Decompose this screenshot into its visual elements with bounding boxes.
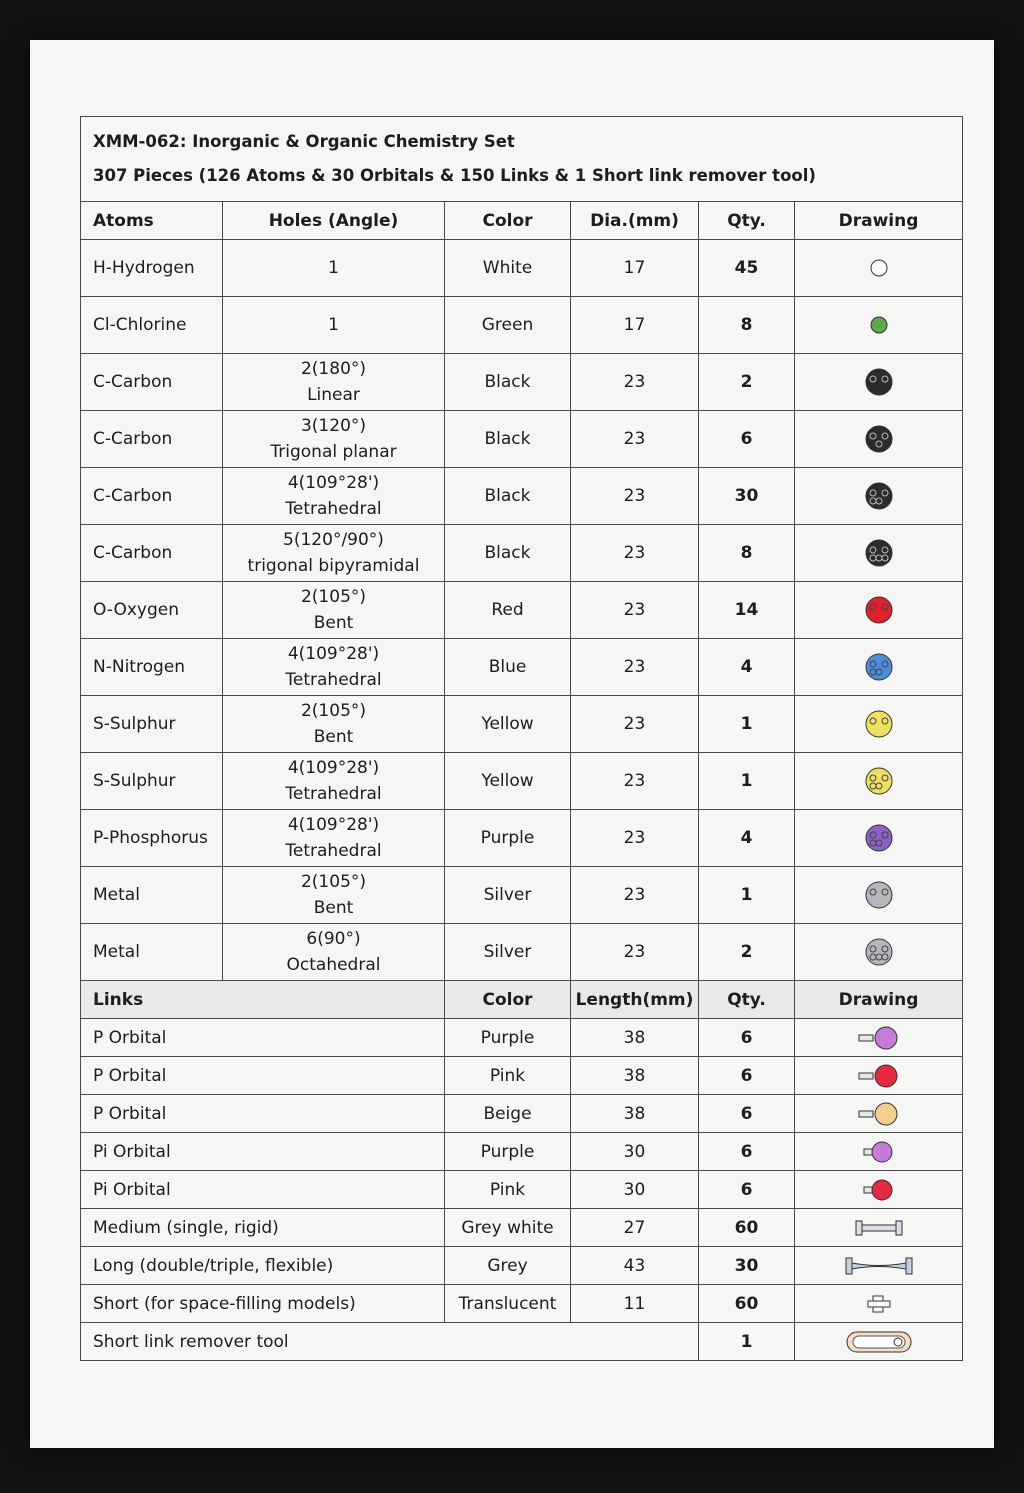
atom-holes-cell [223,240,445,297]
link-length: 38 [571,1095,699,1133]
atom-holes-cell [223,525,445,582]
atom-holes-cell [223,297,445,354]
atom-row [81,810,963,867]
chlorine-atom-icon [795,297,963,354]
link-row [81,1057,963,1095]
parts-table [80,116,963,1361]
atom-geometry: Tetrahedral [285,499,382,519]
link-drawing-header: Drawing [795,981,963,1019]
link-length: 30 [571,1133,699,1171]
atom-qty: 1 [699,696,795,753]
set-subtitle: 307 Pieces (126 Atoms & 30 Orbitals & 150 Links & 1 Short link remover tool) [93,166,816,185]
link-length: 11 [571,1285,699,1323]
atom-color: Red [445,582,571,639]
atom-geometry: Tetrahedral [285,784,382,804]
title-row [81,117,963,202]
atom-color: Green [445,297,571,354]
atom-diameter: 23 [571,354,699,411]
length-header: Length(mm) [571,981,699,1019]
carbon-linear-icon [795,354,963,411]
link-qty-header: Qty. [699,981,795,1019]
metal-octahedral-icon [795,924,963,981]
atom-diameter: 23 [571,582,699,639]
link-row [81,1019,963,1057]
atom-holes: 4(109°28') [287,758,380,778]
atom-qty: 1 [699,867,795,924]
atom-holes: 2(105°) [300,701,367,721]
atom-row [81,297,963,354]
atom-qty: 4 [699,639,795,696]
atom-holes: 4(109°28') [287,473,380,493]
link-qty: 60 [699,1285,795,1323]
atom-geometry: Trigonal planar [270,442,397,462]
atom-row [81,411,963,468]
link-name: Short (for space-filling models) [81,1285,445,1323]
atom-color: Blue [445,639,571,696]
link-color: Beige [445,1095,571,1133]
atom-holes: 1 [328,315,339,335]
link-qty: 6 [699,1133,795,1171]
link-color: Pink [445,1171,571,1209]
link-row [81,1209,963,1247]
link-row [81,1285,963,1323]
parts-list [80,116,962,1361]
atom-row [81,924,963,981]
atom-geometry: Bent [313,613,354,633]
atom-qty: 8 [699,297,795,354]
color-header: Color [445,202,571,240]
link-row [81,1247,963,1285]
carbon-trigonal-icon [795,411,963,468]
atom-row [81,582,963,639]
link-name: Pi Orbital [81,1133,445,1171]
tool-name: Short link remover tool [81,1323,699,1361]
p-orbital-beige-icon [795,1095,963,1133]
oxygen-atom-icon [795,582,963,639]
atom-qty: 30 [699,468,795,525]
drawing-header: Drawing [795,202,963,240]
atom-geometry: Bent [313,727,354,747]
tool-qty: 1 [699,1323,795,1361]
atom-geometry: Linear [307,385,360,405]
atom-name: P-Phosphorus [81,810,223,867]
atom-row [81,753,963,810]
link-length: 38 [571,1019,699,1057]
link-qty: 6 [699,1019,795,1057]
link-name: P Orbital [81,1057,445,1095]
atom-row [81,354,963,411]
short-link-icon [795,1285,963,1323]
atom-holes: 6(90°) [306,929,361,949]
atom-holes: 4(109°28') [287,815,380,835]
link-qty: 6 [699,1057,795,1095]
atom-diameter: 23 [571,696,699,753]
qty-header: Qty. [699,202,795,240]
atom-name: C-Carbon [81,354,223,411]
link-color-header: Color [445,981,571,1019]
atom-name: C-Carbon [81,468,223,525]
remover-tool-icon [795,1323,963,1361]
atom-color: Purple [445,810,571,867]
atom-qty: 14 [699,582,795,639]
atom-diameter: 23 [571,525,699,582]
hydrogen-atom-icon [795,240,963,297]
atom-holes-cell [223,411,445,468]
atom-holes: 5(120°/90°) [283,530,384,550]
paper-sheet [30,40,994,1448]
atom-name: H-Hydrogen [81,240,223,297]
link-name: Long (double/triple, flexible) [81,1247,445,1285]
atom-diameter: 17 [571,297,699,354]
dia-header: Dia.(mm) [571,202,699,240]
sulphur-tetrahedral-icon [795,753,963,810]
atom-holes-cell [223,639,445,696]
atom-name: N-Nitrogen [81,639,223,696]
atom-name: Metal [81,867,223,924]
atom-geometry: Tetrahedral [285,670,382,690]
atom-geometry: trigonal bipyramidal [247,556,420,576]
atoms-header-row [81,202,963,240]
link-name: Pi Orbital [81,1171,445,1209]
atom-name: Cl-Chlorine [81,297,223,354]
link-name: P Orbital [81,1095,445,1133]
p-orbital-pink-icon [795,1057,963,1095]
link-color: Purple [445,1133,571,1171]
atom-diameter: 23 [571,924,699,981]
atom-diameter: 23 [571,867,699,924]
long-link-icon [795,1247,963,1285]
atom-geometry: Bent [313,898,354,918]
link-row [81,1095,963,1133]
link-row [81,1171,963,1209]
atom-qty: 6 [699,411,795,468]
atom-holes: 2(180°) [300,359,367,379]
link-name: Medium (single, rigid) [81,1209,445,1247]
atom-row [81,639,963,696]
links-header: Links [81,981,445,1019]
atom-row [81,696,963,753]
pi-orbital-pink-icon [795,1171,963,1209]
atom-diameter: 23 [571,753,699,810]
pi-orbital-purple-icon [795,1133,963,1171]
sulphur-bent-icon [795,696,963,753]
link-color: Purple [445,1019,571,1057]
link-color: Translucent [445,1285,571,1323]
atoms-header: Atoms [81,202,223,240]
atom-holes: 2(105°) [300,587,367,607]
atom-qty: 4 [699,810,795,867]
atom-holes: 4(109°28') [287,644,380,664]
carbon-tetrahedral-icon [795,468,963,525]
atom-color: Black [445,525,571,582]
link-color: Grey [445,1247,571,1285]
atom-holes-cell [223,924,445,981]
link-qty: 30 [699,1247,795,1285]
atom-color: Silver [445,867,571,924]
atom-diameter: 23 [571,411,699,468]
atom-row [81,240,963,297]
phosphorus-atom-icon [795,810,963,867]
atom-row [81,525,963,582]
atom-holes: 3(120°) [300,416,367,436]
link-qty: 60 [699,1209,795,1247]
atom-diameter: 17 [571,240,699,297]
metal-bent-icon [795,867,963,924]
atom-holes-cell [223,468,445,525]
atom-color: Silver [445,924,571,981]
link-length: 30 [571,1171,699,1209]
atom-color: Yellow [445,696,571,753]
atom-holes-cell [223,753,445,810]
medium-link-icon [795,1209,963,1247]
atom-color: Black [445,411,571,468]
atom-holes: 1 [328,258,339,278]
atom-diameter: 23 [571,639,699,696]
atom-color: Black [445,354,571,411]
atom-qty: 2 [699,924,795,981]
link-length: 38 [571,1057,699,1095]
atom-qty: 45 [699,240,795,297]
p-orbital-purple-icon [795,1019,963,1057]
atom-geometry: Tetrahedral [285,841,382,861]
atom-name: C-Carbon [81,411,223,468]
atom-row [81,867,963,924]
tool-row [81,1323,963,1361]
link-row [81,1133,963,1171]
atom-holes-cell [223,582,445,639]
atom-name: S-Sulphur [81,753,223,810]
carbon-bipyramidal-icon [795,525,963,582]
atom-holes-cell [223,810,445,867]
atom-holes-cell [223,696,445,753]
atom-holes: 2(105°) [300,872,367,892]
atom-name: C-Carbon [81,525,223,582]
atom-color: Black [445,468,571,525]
nitrogen-atom-icon [795,639,963,696]
atom-qty: 1 [699,753,795,810]
link-length: 43 [571,1247,699,1285]
atom-geometry: Octahedral [286,955,381,975]
atom-color: Yellow [445,753,571,810]
set-title: XMM-062: Inorganic & Organic Chemistry Set [93,132,515,151]
link-color: Pink [445,1057,571,1095]
atom-qty: 8 [699,525,795,582]
link-color: Grey white [445,1209,571,1247]
link-qty: 6 [699,1171,795,1209]
link-name: P Orbital [81,1019,445,1057]
atom-name: S-Sulphur [81,696,223,753]
atom-name: O-Oxygen [81,582,223,639]
atom-diameter: 23 [571,468,699,525]
atom-name: Metal [81,924,223,981]
link-length: 27 [571,1209,699,1247]
atom-holes-cell [223,867,445,924]
atom-diameter: 23 [571,810,699,867]
atom-color: White [445,240,571,297]
holes-header: Holes (Angle) [223,202,445,240]
atom-qty: 2 [699,354,795,411]
link-qty: 6 [699,1095,795,1133]
atom-row [81,468,963,525]
atom-holes-cell [223,354,445,411]
links-header-row [81,981,963,1019]
